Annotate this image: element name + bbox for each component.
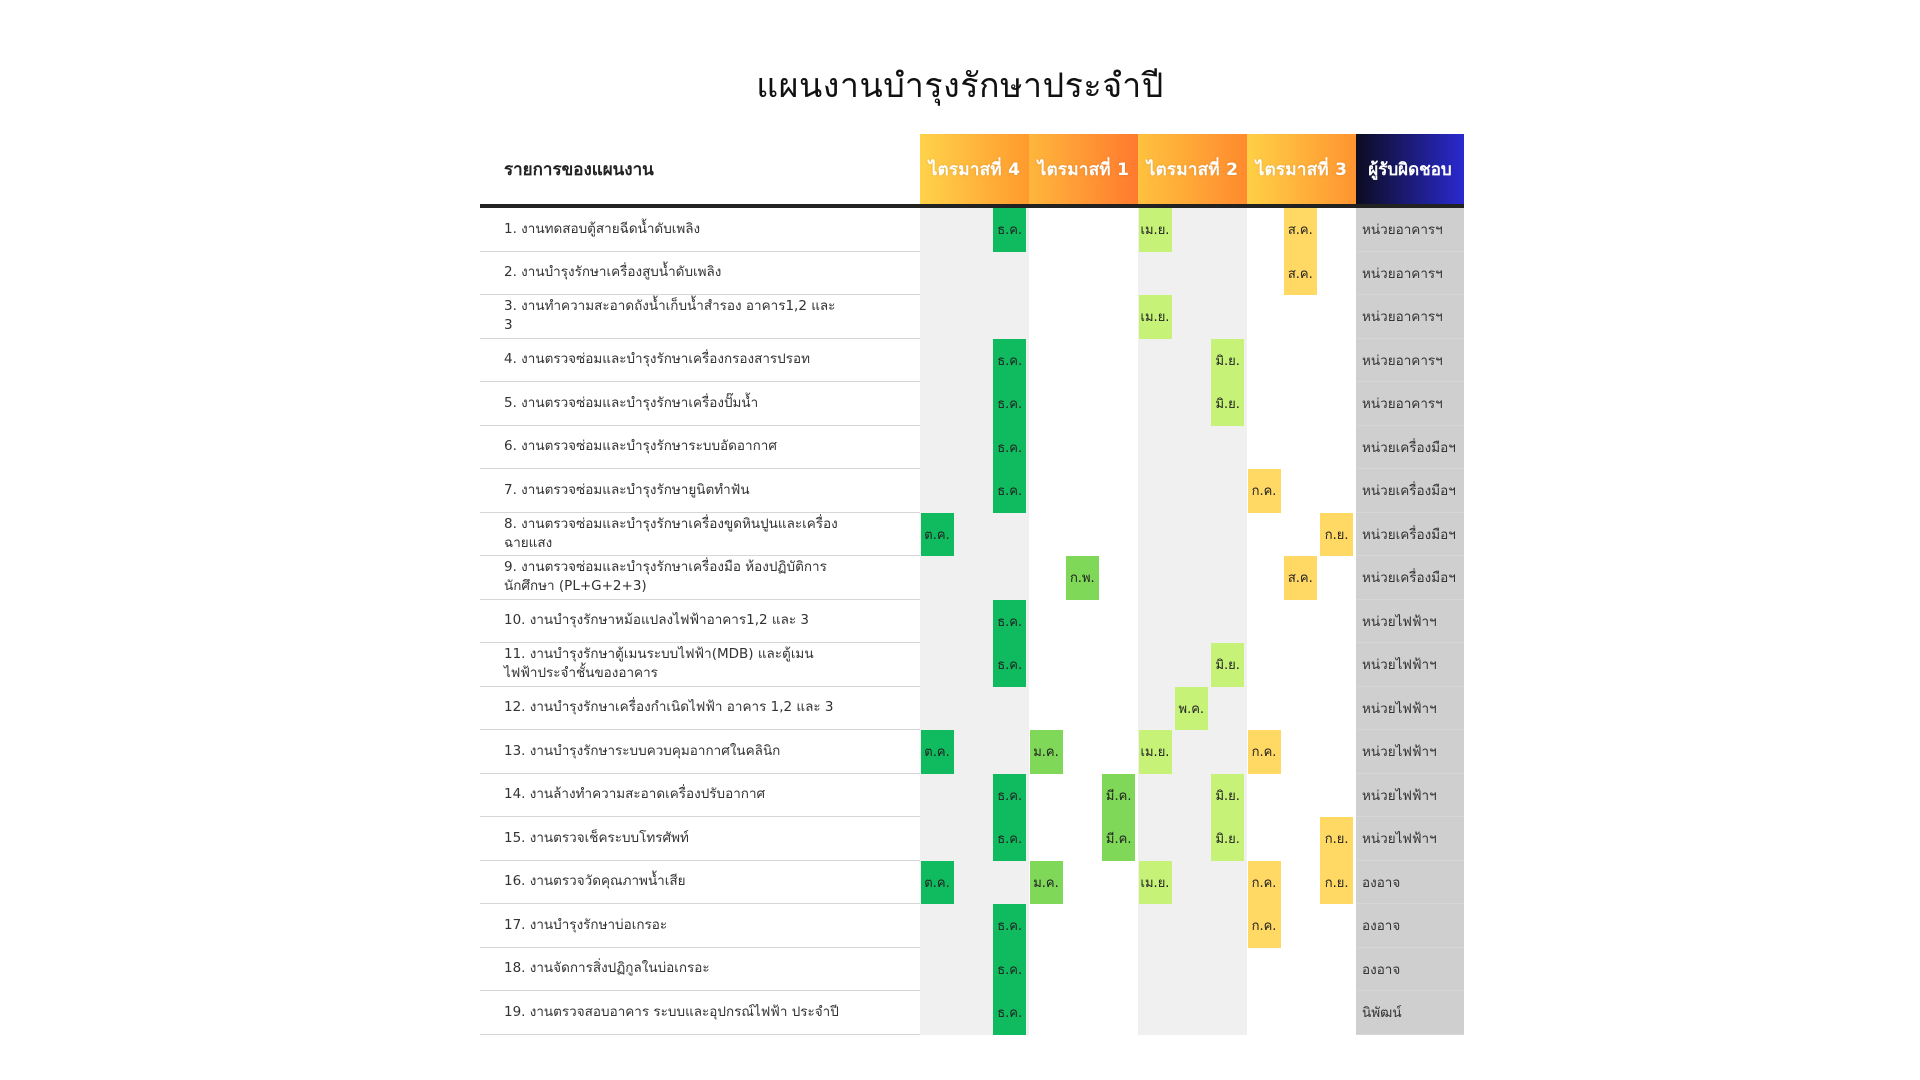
month-marker: ม.ค.: [1030, 861, 1063, 905]
quarter-band: [1138, 426, 1247, 470]
month-marker: ธ.ค.: [993, 339, 1026, 383]
maintenance-plan-table: [480, 134, 1464, 1035]
quarter-band: [1138, 991, 1247, 1035]
table-row: [480, 382, 1464, 426]
schedule-grid: [920, 861, 1356, 904]
quarter-band: [1029, 382, 1138, 426]
quarter-band: [1138, 904, 1247, 948]
responsible-cell: หน่วยเครื่องมือฯ: [1356, 469, 1464, 512]
responsible-cell: หน่วยไฟฟ้าฯ: [1356, 600, 1464, 643]
quarter-4-header: ไตรมาสที่ 4: [920, 134, 1029, 204]
responsible-cell: หน่วยอาคารฯ: [1356, 208, 1464, 251]
responsible-cell: หน่วยเครื่องมือฯ: [1356, 426, 1464, 469]
month-marker: เม.ย.: [1139, 295, 1172, 339]
schedule-grid: [920, 513, 1356, 556]
quarter-band: [1138, 600, 1247, 644]
month-marker: ส.ค.: [1284, 252, 1317, 296]
month-marker: มี.ค.: [1102, 817, 1135, 861]
quarter-band: [1247, 643, 1356, 687]
month-marker: มิ.ย.: [1211, 339, 1244, 383]
schedule-grid: [920, 556, 1356, 599]
quarter-band: [920, 295, 1029, 339]
quarter-band: [1029, 687, 1138, 731]
quarter-band: [1138, 469, 1247, 513]
task-name: 10. งานบำรุงรักษาหม้อแปลงไฟฟ้าอาคาร1,2 และ 3: [504, 612, 810, 629]
quarter-2-header: ไตรมาสที่ 2: [1138, 134, 1247, 204]
month-marker: ก.พ.: [1066, 556, 1099, 600]
responsible-cell: หน่วยอาคารฯ: [1356, 382, 1464, 425]
month-marker: ส.ค.: [1284, 208, 1317, 252]
table-row: [480, 339, 1464, 383]
month-marker: เม.ย.: [1139, 730, 1172, 774]
month-marker: ก.ย.: [1320, 513, 1353, 557]
task-name: 8. งานตรวจซ่อมและบำรุงรักษาเครื่องขูดหินปูนและเครื่องฉายแสง: [504, 515, 838, 551]
responsible-column-header: ผู้รับผิดชอบ: [1356, 134, 1464, 204]
schedule-grid: [920, 643, 1356, 686]
quarter-band: [1029, 339, 1138, 383]
table-row: [480, 513, 1464, 557]
quarter-band: [1029, 513, 1138, 557]
schedule-grid: [920, 600, 1356, 643]
responsible-cell: หน่วยไฟฟ้าฯ: [1356, 687, 1464, 730]
quarter-band: [1029, 426, 1138, 470]
month-marker: ธ.ค.: [993, 948, 1026, 992]
quarter-band: [1138, 252, 1247, 296]
month-marker: ธ.ค.: [993, 904, 1026, 948]
table-row: [480, 861, 1464, 905]
quarter-band: [1247, 295, 1356, 339]
month-marker: มิ.ย.: [1211, 643, 1244, 687]
month-marker: มิ.ย.: [1211, 817, 1244, 861]
month-marker: ก.ย.: [1320, 861, 1353, 905]
schedule-grid: [920, 904, 1356, 947]
schedule-grid: [920, 948, 1356, 991]
quarter-1-header: ไตรมาสที่ 1: [1029, 134, 1138, 204]
responsible-cell: หน่วยไฟฟ้าฯ: [1356, 643, 1464, 686]
table-row: [480, 252, 1464, 296]
quarter-band: [920, 687, 1029, 731]
task-name: 11. งานบำรุงรักษาตู้เมนระบบไฟฟ้า(MDB) และตู้เมนไฟฟ้าประจำชั้นของอาคาร: [504, 646, 814, 682]
responsible-cell: หน่วยอาคารฯ: [1356, 252, 1464, 295]
responsible-cell: องอาจ: [1356, 861, 1464, 904]
quarter-band: [1247, 687, 1356, 731]
quarter-band: [1247, 948, 1356, 992]
schedule-grid: [920, 208, 1356, 251]
table-row: [480, 556, 1464, 600]
table-row: [480, 687, 1464, 731]
quarter-band: [1029, 948, 1138, 992]
month-marker: เม.ย.: [1139, 861, 1172, 905]
table-row: [480, 817, 1464, 861]
month-marker: ก.ค.: [1248, 469, 1281, 513]
quarter-band: [1029, 295, 1138, 339]
month-marker: ต.ค.: [921, 861, 954, 905]
quarter-band: [1138, 556, 1247, 600]
month-marker: ธ.ค.: [993, 774, 1026, 818]
quarter-3-header: ไตรมาสที่ 3: [1247, 134, 1356, 204]
month-marker: มิ.ย.: [1211, 382, 1244, 426]
task-name: 17. งานบำรุงรักษาบ่อเกรอะ: [504, 916, 668, 933]
table-row: [480, 600, 1464, 644]
quarter-band: [1247, 426, 1356, 470]
month-marker: ธ.ค.: [993, 817, 1026, 861]
month-marker: ต.ค.: [921, 730, 954, 774]
schedule-grid: [920, 991, 1356, 1034]
table-row: [480, 643, 1464, 687]
table-row: [480, 948, 1464, 992]
responsible-cell: หน่วยเครื่องมือฯ: [1356, 556, 1464, 599]
quarter-band: [1138, 513, 1247, 557]
table-row: [480, 469, 1464, 513]
responsible-cell: องอาจ: [1356, 904, 1464, 947]
task-name: 2. งานบำรุงรักษาเครื่องสูบน้ำดับเพลิง: [504, 264, 722, 281]
schedule-grid: [920, 817, 1356, 860]
task-name: 18. งานจัดการสิ่งปฏิกูลในบ่อเกรอะ: [504, 960, 710, 977]
schedule-grid: [920, 382, 1356, 425]
quarter-band: [1247, 991, 1356, 1035]
table-row: [480, 904, 1464, 948]
task-name: 14. งานล้างทำความสะอาดเครื่องปรับอากาศ: [504, 786, 766, 803]
month-marker: พ.ค.: [1175, 687, 1208, 731]
table-row: [480, 208, 1464, 252]
schedule-grid: [920, 339, 1356, 382]
schedule-grid: [920, 687, 1356, 730]
task-name: 3. งานทำความสะอาดถังน้ำเก็บน้ำสำรอง อาคาร1,2 และ 3: [504, 298, 836, 334]
quarter-band: [1247, 382, 1356, 426]
task-name: 4. งานตรวจซ่อมและบำรุงรักษาเครื่องกรองสารปรอท: [504, 351, 810, 368]
quarter-band: [1138, 948, 1247, 992]
month-marker: ก.ค.: [1248, 730, 1281, 774]
task-name: 15. งานตรวจเช็คระบบโทรศัพท์: [504, 829, 689, 846]
month-marker: ธ.ค.: [993, 643, 1026, 687]
quarter-band: [1029, 252, 1138, 296]
month-marker: ธ.ค.: [993, 382, 1026, 426]
task-column-header: รายการของแผนงาน: [504, 159, 654, 180]
quarter-band: [1029, 904, 1138, 948]
table-body: [480, 208, 1464, 1035]
table-header: [480, 134, 1464, 208]
responsible-cell: หน่วยอาคารฯ: [1356, 295, 1464, 338]
quarter-band: [920, 556, 1029, 600]
month-marker: ธ.ค.: [993, 208, 1026, 252]
quarter-band: [1029, 600, 1138, 644]
schedule-grid: [920, 252, 1356, 295]
month-marker: ต.ค.: [921, 513, 954, 557]
month-marker: ก.ย.: [1320, 817, 1353, 861]
schedule-grid: [920, 774, 1356, 817]
quarter-band: [1029, 643, 1138, 687]
month-marker: ธ.ค.: [993, 426, 1026, 470]
table-row: [480, 774, 1464, 818]
month-marker: ธ.ค.: [993, 469, 1026, 513]
schedule-grid: [920, 469, 1356, 512]
quarter-band: [1247, 600, 1356, 644]
responsible-cell: หน่วยไฟฟ้าฯ: [1356, 730, 1464, 773]
quarter-band: [1029, 469, 1138, 513]
month-marker: ก.ค.: [1248, 861, 1281, 905]
task-name: 12. งานบำรุงรักษาเครื่องกำเนิดไฟฟ้า อาคาร 1,2 และ 3: [504, 699, 834, 716]
table-row: [480, 730, 1464, 774]
quarter-band: [1247, 774, 1356, 818]
responsible-cell: นิพัฒน์: [1356, 991, 1464, 1034]
table-row: [480, 991, 1464, 1035]
responsible-cell: หน่วยไฟฟ้าฯ: [1356, 817, 1464, 860]
page-title: แผนงานบำรุงรักษาประจำปี: [756, 66, 1164, 106]
quarter-band: [1247, 339, 1356, 383]
responsible-cell: หน่วยเครื่องมือฯ: [1356, 513, 1464, 556]
month-marker: ม.ค.: [1030, 730, 1063, 774]
quarter-band: [1029, 208, 1138, 252]
schedule-grid: [920, 295, 1356, 338]
table-row: [480, 295, 1464, 339]
responsible-cell: หน่วยอาคารฯ: [1356, 339, 1464, 382]
month-marker: ธ.ค.: [993, 600, 1026, 644]
task-name: 1. งานทดสอบตู้สายฉีดน้ำดับเพลิง: [504, 220, 701, 237]
month-marker: มิ.ย.: [1211, 774, 1244, 818]
month-marker: เม.ย.: [1139, 208, 1172, 252]
task-name: 9. งานตรวจซ่อมและบำรุงรักษาเครื่องมือ ห้องปฏิบัติการนักศึกษา (PL+G+2+3): [504, 559, 827, 595]
quarter-band: [1029, 991, 1138, 1035]
responsible-cell: องอาจ: [1356, 948, 1464, 991]
schedule-grid: [920, 426, 1356, 469]
month-marker: ธ.ค.: [993, 991, 1026, 1035]
table-row: [480, 426, 1464, 470]
month-marker: ก.ค.: [1248, 904, 1281, 948]
quarter-band: [920, 252, 1029, 296]
task-name: 19. งานตรวจสอบอาคาร ระบบและอุปกรณ์ไฟฟ้า ประจำปี: [504, 1003, 839, 1020]
task-name: 7. งานตรวจซ่อมและบำรุงรักษายูนิตทำฟัน: [504, 481, 750, 498]
responsible-cell: หน่วยไฟฟ้าฯ: [1356, 774, 1464, 817]
task-name: 16. งานตรวจวัดคุณภาพน้ำเสีย: [504, 873, 686, 890]
task-name: 5. งานตรวจซ่อมและบำรุงรักษาเครื่องปั๊มน้ำ: [504, 394, 759, 411]
month-marker: มี.ค.: [1102, 774, 1135, 818]
month-marker: ส.ค.: [1284, 556, 1317, 600]
task-name: 6. งานตรวจซ่อมและบำรุงรักษาระบบอัดอากาศ: [504, 438, 777, 455]
schedule-grid: [920, 730, 1356, 773]
task-name: 13. งานบำรุงรักษาระบบควบคุมอากาศในคลินิก: [504, 742, 781, 759]
